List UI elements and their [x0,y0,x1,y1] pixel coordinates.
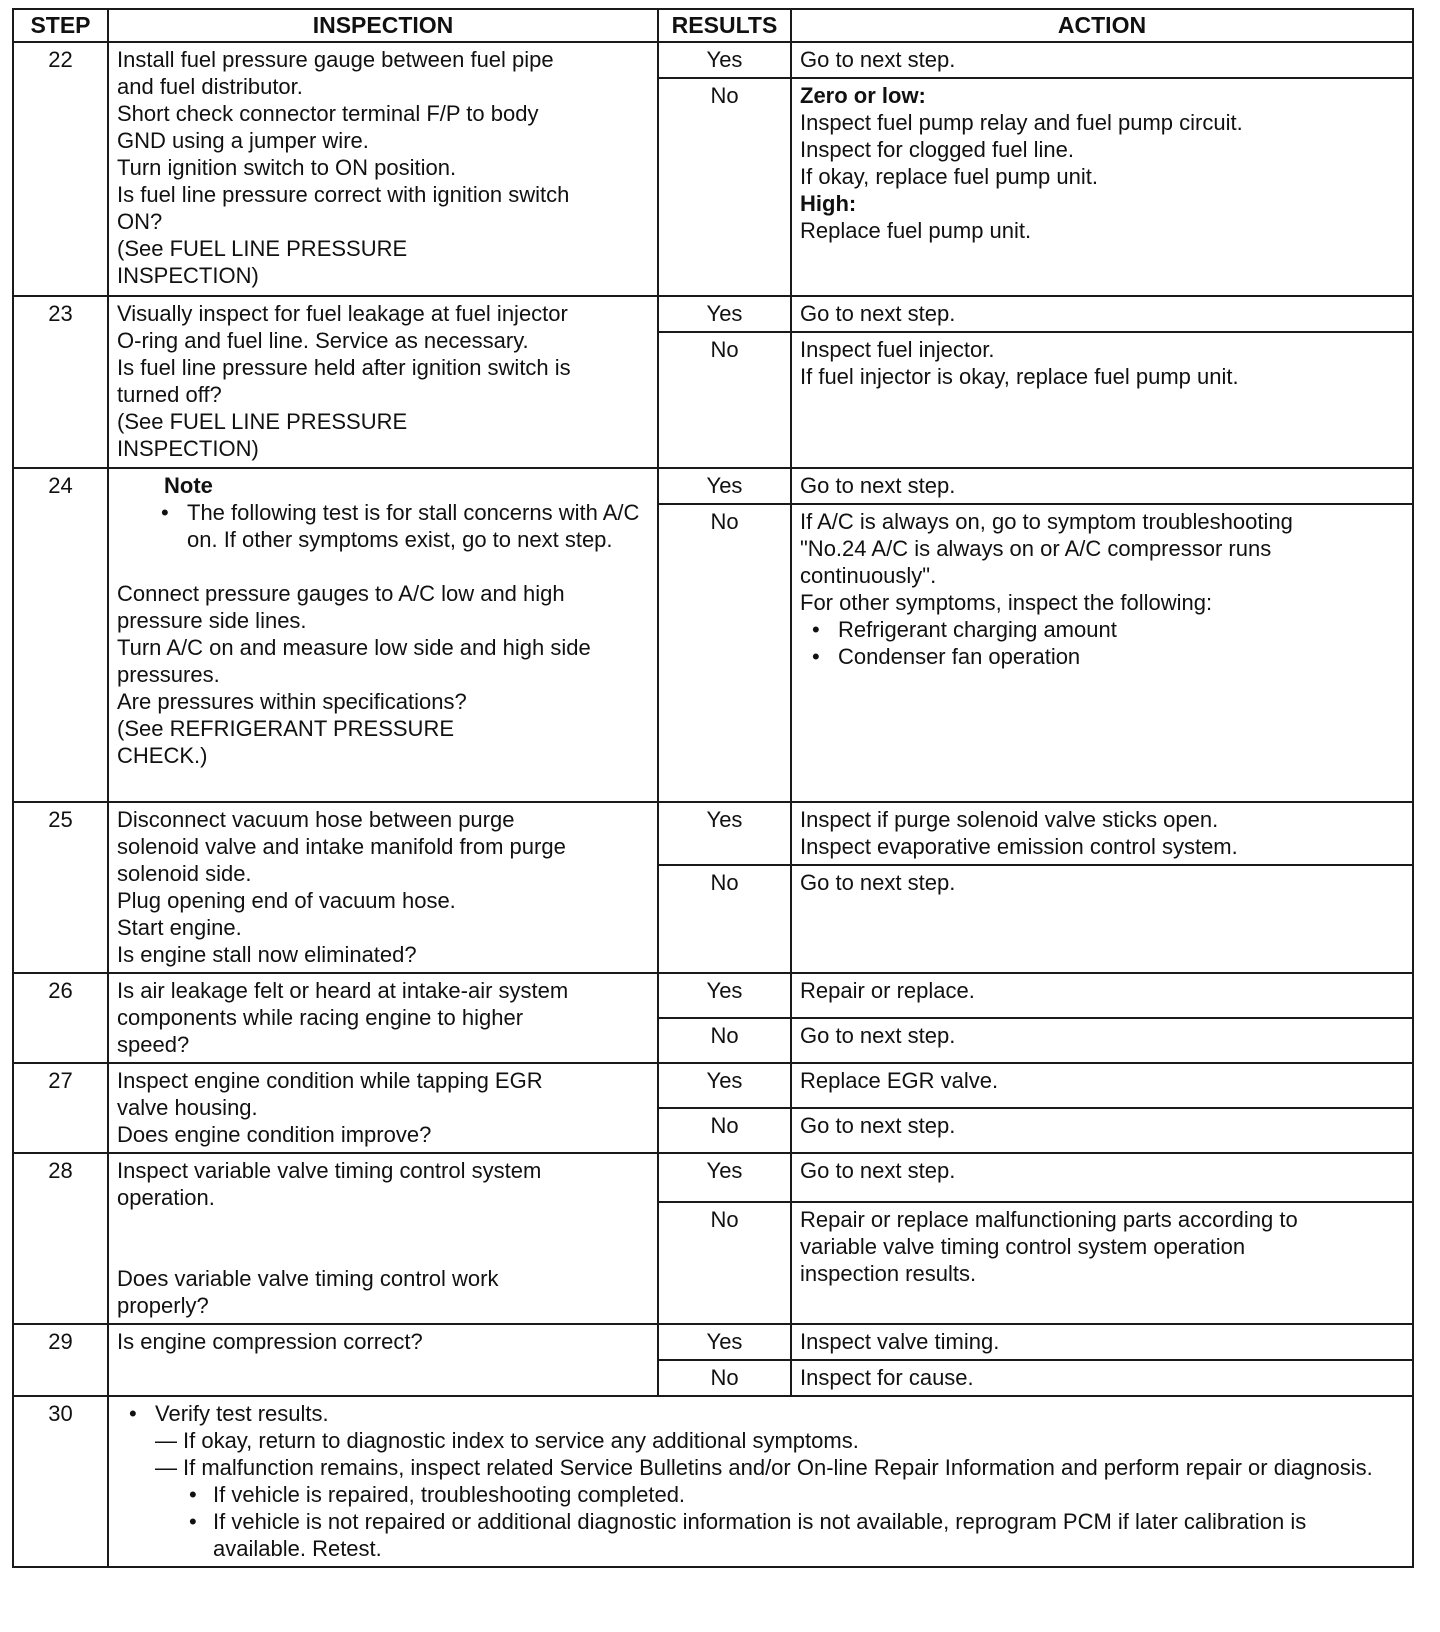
result-yes: Yes [658,296,791,332]
action-line: Inspect if purge solenoid valve sticks open. [800,807,1219,832]
inspection-line: INSPECTION) [117,263,259,288]
table-row [13,42,1413,78]
verify-sub-text: If vehicle is not repaired or additional diagnostic information is not available, reprogram PCM if later calibration is available. Retest. [213,1509,1307,1561]
inspection-cell [108,42,658,296]
action-line: For other symptoms, inspect the following: [800,590,1213,615]
inspection-line: INSPECTION) [117,436,259,461]
action-yes [791,468,1413,504]
inspection-line: CHECK.) [117,743,208,768]
inspection-line: Plug opening end of vacuum hose. [117,888,456,913]
inspection-line: Is fuel line pressure held after ignition switch is [117,355,571,380]
header-results: RESULTS [658,9,791,42]
action-yes [791,1063,1413,1108]
step-number: 30 [13,1396,108,1567]
action-yes [791,296,1413,332]
result-no: No [658,1360,791,1396]
action-no [791,504,1413,802]
inspection-line: Short check connector terminal F/P to body [117,101,539,126]
result-yes: Yes [658,1153,791,1202]
action-line: Go to next step. [800,473,956,498]
step-number: 29 [13,1324,108,1396]
inspection-line: turned off? [117,382,222,407]
inspection-line: Connect pressure gauges to A/C low and high [117,581,565,606]
action-yes [791,1324,1413,1360]
action-heading: High: [800,191,857,216]
action-line: Go to next step. [800,301,956,326]
action-line: continuously". [800,563,937,588]
table-row [13,296,1413,332]
step-number: 22 [13,42,108,296]
header-step: STEP [13,9,108,42]
inspection-line: operation. [117,1185,215,1210]
inspection-line: solenoid side. [117,861,252,886]
bullet-text: Refrigerant charging amount [838,617,1117,642]
inspection-cell [108,1324,658,1396]
table-row [13,468,1413,504]
step-number: 23 [13,296,108,468]
note-item [117,499,649,553]
inspection-line: Does variable valve timing control work [117,1266,499,1291]
bullet-icon: • [161,500,169,525]
bullet-icon: • [189,1509,197,1534]
inspection-line: Is fuel line pressure correct with ignition switch [117,182,570,207]
action-no [791,865,1413,973]
verify-item [117,1400,1404,1427]
action-line: If okay, replace fuel pump unit. [800,164,1098,189]
action-no [791,78,1413,296]
bullet-icon: • [129,1401,137,1426]
inspection-line: pressure side lines. [117,608,307,633]
spacer [117,553,649,580]
table-row [13,1063,1413,1108]
table-row [13,1324,1413,1360]
action-heading: Zero or low: [800,83,926,108]
table-row [13,1153,1413,1202]
inspection-line: components while racing engine to higher [117,1005,524,1030]
inspection-line: (See REFRIGERANT PRESSURE [117,716,455,741]
action-line: Repair or replace. [800,978,975,1003]
header-action: ACTION [791,9,1413,42]
action-yes [791,1153,1413,1202]
action-yes [791,973,1413,1018]
action-no [791,1108,1413,1153]
action-no [791,1360,1413,1396]
inspection-line: (See FUEL LINE PRESSURE [117,236,408,261]
action-yes [791,42,1413,78]
verify-sub-text: If vehicle is repaired, troubleshooting completed. [213,1482,686,1507]
inspection-line: Start engine. [117,915,242,940]
inspection-line: properly? [117,1293,209,1318]
inspection-line: pressures. [117,662,220,687]
inspection-line: Turn A/C on and measure low side and high side [117,635,591,660]
inspection-line: Visually inspect for fuel leakage at fuel injector [117,301,568,326]
verify-dash-item [117,1454,1404,1481]
action-bullet [800,643,1404,670]
header-row [13,9,1413,42]
result-no: No [658,1202,791,1324]
dash-icon: — [155,1455,177,1480]
inspection-cell [108,802,658,973]
action-line: inspection results. [800,1260,977,1286]
action-line: Replace EGR valve. [800,1068,999,1093]
inspection-cell [108,468,658,802]
inspection-line: GND using a jumper wire. [117,128,369,153]
inspection-line: Turn ignition switch to ON position. [117,155,457,180]
inspection-line: solenoid valve and intake manifold from purge [117,834,566,859]
inspection-cell [108,1153,658,1324]
inspection-line: (See FUEL LINE PRESSURE [117,409,408,434]
result-no: No [658,78,791,296]
action-line: Inspect fuel injector. [800,337,995,362]
spacer [117,1211,649,1265]
step-number: 27 [13,1063,108,1153]
verify-sub-item [117,1508,1404,1562]
action-line: Go to next step. [800,47,956,72]
note-text: The following test is for stall concerns with A/C on. If other symptoms exist, go to next step. [187,500,640,552]
bullet-text: Condenser fan operation [838,644,1081,669]
inspection-cell [108,1063,658,1153]
final-cell [108,1396,1413,1567]
action-no [791,1202,1413,1324]
troubleshooting-table [12,8,1414,1568]
result-no: No [658,332,791,468]
inspection-line: Is engine compression correct? [117,1329,423,1354]
action-line: Go to next step. [800,1023,956,1048]
bullet-icon: • [189,1482,197,1507]
inspection-line: Disconnect vacuum hose between purge [117,807,515,832]
result-yes: Yes [658,1063,791,1108]
result-no: No [658,865,791,973]
step-number: 24 [13,468,108,802]
action-line: Inspect valve timing. [800,1329,1000,1354]
action-line: Inspect for clogged fuel line. [800,137,1074,162]
inspection-line: Are pressures within specifications? [117,689,467,714]
inspection-line: Inspect variable valve timing control system [117,1158,542,1183]
step-number: 26 [13,973,108,1063]
action-line: If fuel injector is okay, replace fuel pump unit. [800,364,1239,389]
result-no: No [658,1018,791,1063]
verify-sub-item [117,1481,1404,1508]
result-no: No [658,504,791,802]
verify-dash-text: If okay, return to diagnostic index to service any additional symptoms. [183,1428,859,1453]
result-yes: Yes [658,973,791,1018]
bullet-icon: • [812,617,820,642]
result-yes: Yes [658,42,791,78]
action-line: Go to next step. [800,1113,956,1138]
table-row [13,1396,1413,1567]
action-line: "No.24 A/C is always on or A/C compressor runs [800,536,1272,561]
action-yes [791,802,1413,865]
action-line: If A/C is always on, go to symptom troubleshooting [800,509,1293,534]
result-no: No [658,1108,791,1153]
inspection-line: Is air leakage felt or heard at intake-air system [117,978,569,1003]
action-line: Repair or replace malfunctioning parts according to [800,1206,1298,1232]
inspection-cell [108,296,658,468]
result-yes: Yes [658,802,791,865]
step-number: 28 [13,1153,108,1324]
bullet-icon: • [812,644,820,669]
header-inspection: INSPECTION [108,9,658,42]
action-no [791,1018,1413,1063]
result-yes: Yes [658,468,791,504]
note-title: Note [164,473,213,498]
result-yes: Yes [658,1324,791,1360]
inspection-line: Is engine stall now eliminated? [117,942,417,967]
action-line: Go to next step. [800,1158,956,1183]
table-row [13,973,1413,1018]
verify-text: Verify test results. [155,1401,329,1426]
inspection-line: O-ring and fuel line. Service as necessary. [117,328,529,353]
action-no [791,332,1413,468]
action-line: variable valve timing control system operation [800,1233,1246,1259]
table-row [13,802,1413,865]
inspection-line: valve housing. [117,1095,258,1120]
action-line: Inspect evaporative emission control system. [800,834,1238,859]
action-line: Replace fuel pump unit. [800,218,1032,243]
action-line: Go to next step. [800,870,956,895]
inspection-line: Install fuel pressure gauge between fuel pipe [117,47,554,72]
action-line: Inspect for cause. [800,1365,974,1390]
step-number: 25 [13,802,108,973]
inspection-line: Does engine condition improve? [117,1122,432,1147]
dash-icon: — [155,1428,177,1453]
inspection-line: and fuel distributor. [117,74,303,99]
action-line: Inspect fuel pump relay and fuel pump circuit. [800,110,1243,135]
inspection-cell [108,973,658,1063]
inspection-line: ON? [117,209,163,234]
inspection-line: speed? [117,1032,190,1057]
verify-dash-text: If malfunction remains, inspect related Service Bulletins and/or On-line Repair Information and perform repair or diagnosis. [183,1455,1373,1480]
verify-dash-item [117,1427,1404,1454]
action-bullet [800,616,1404,643]
inspection-line: Inspect engine condition while tapping EGR [117,1068,543,1093]
